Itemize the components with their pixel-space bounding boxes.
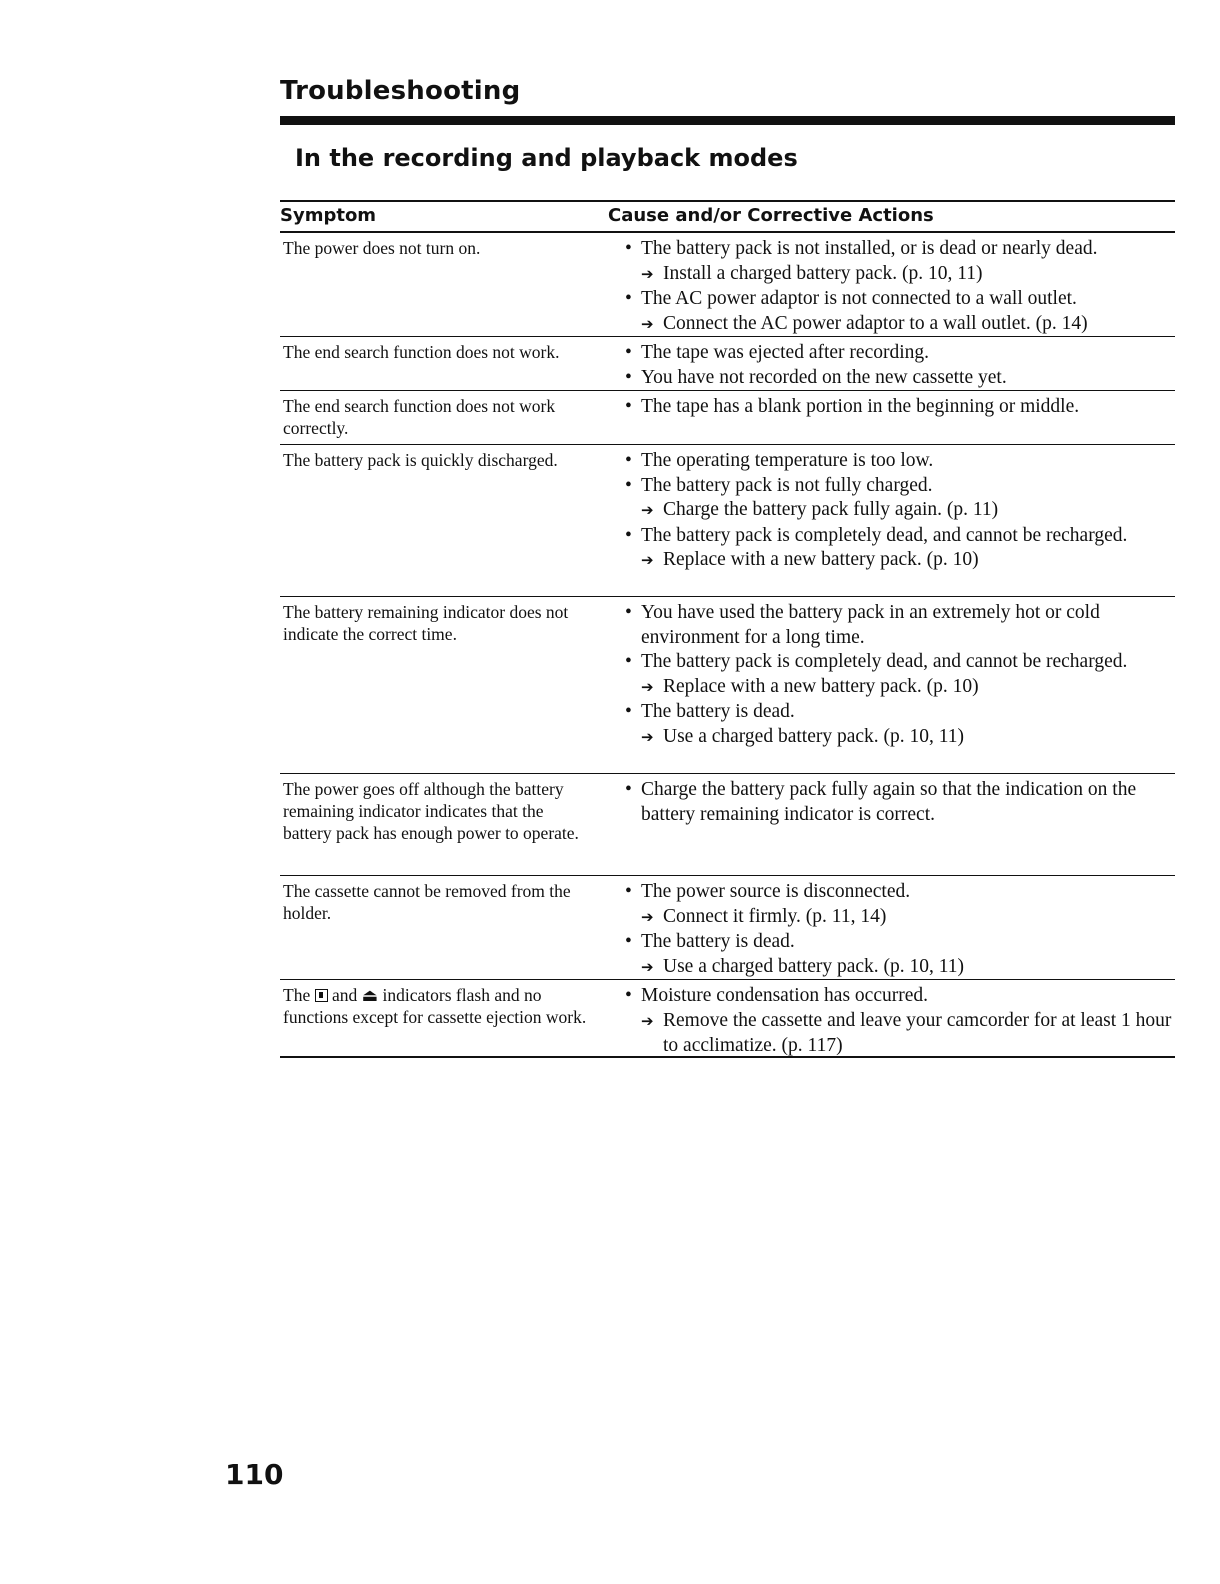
arrow-icon: ➔ — [641, 553, 654, 569]
section-title: Troubleshooting — [280, 76, 521, 106]
arrow-icon: ➔ — [641, 316, 654, 333]
table-row — [280, 391, 1175, 445]
symptom-cell: The end search function does not work. — [283, 342, 560, 362]
arrow-icon: ➔ — [641, 959, 654, 976]
corrective-action: ➔ Replace with a new battery pack. (p. 10) — [625, 675, 1175, 701]
page-number: 110 — [225, 1458, 284, 1491]
cause-item: • The battery is dead. — [625, 930, 1175, 955]
symptom-cell: The and ⏏ indicators flash and no functions except for cassette ejection work. — [283, 985, 587, 1027]
cause-item: • The operating temperature is too low. — [625, 449, 1175, 474]
table-row — [280, 337, 1175, 391]
column-header-symptom: Symptom — [280, 205, 377, 226]
bullet-icon: • — [625, 524, 632, 546]
corrective-action: ➔ Replace with a new battery pack. (p. 10) — [625, 548, 1175, 574]
table-row — [280, 980, 1175, 1058]
arrow-icon: ➔ — [641, 909, 654, 926]
bullet-icon: • — [625, 288, 632, 309]
bullet-icon: • — [625, 342, 632, 363]
cause-item: • The tape was ejected after recording. — [625, 341, 1175, 366]
corrective-action: ➔ Connect the AC power adaptor to a wall outlet. (p. 14) — [625, 312, 1175, 338]
arrow-icon: ➔ — [641, 729, 654, 746]
subsection-title: In the recording and playback modes — [295, 144, 798, 172]
table-header — [280, 202, 1175, 233]
symptom-cell: The cassette cannot be removed from the holder. — [283, 881, 571, 923]
bullet-icon: • — [625, 602, 632, 623]
arrow-icon: ➔ — [641, 679, 654, 696]
eject-icon: ⏏ — [361, 985, 379, 1005]
bullet-icon: • — [625, 779, 632, 800]
cause-item: • The battery pack is completely dead, and cannot be recharged. — [625, 650, 1175, 675]
actions-cell — [612, 395, 1175, 444]
table-row — [280, 774, 1175, 876]
symptom-cell: The battery remaining indicator does not indicate the correct time. — [283, 602, 569, 644]
cause-item: • You have not recorded on the new cassette yet. — [625, 366, 1175, 391]
corrective-action: ➔ Charge the battery pack fully again. (p. 11) — [625, 498, 1175, 524]
cause-item: • The battery pack is not fully charged. — [625, 474, 1175, 499]
corrective-action: ➔ Connect it firmly. (p. 11, 14) — [625, 905, 1175, 931]
bullet-icon: • — [625, 931, 632, 952]
actions-cell — [612, 778, 1175, 875]
symptom-cell: The power does not turn on. — [283, 238, 481, 258]
corrective-action: ➔ Use a charged battery pack. (p. 10, 11) — [625, 725, 1175, 751]
symptom-cell: The power goes off although the battery remaining indicator indicates that the battery pack has enough power to operate. — [283, 779, 579, 843]
bullet-icon: • — [625, 985, 632, 1006]
cause-item: • Charge the battery pack fully again so that the indication on the battery remaining indicator is correct. — [625, 779, 1137, 825]
actions-cell — [612, 984, 1175, 1056]
cause-item: • You have used the battery pack in an extremely hot or cold environment for a long time. — [625, 602, 1100, 648]
bullet-icon: • — [625, 238, 632, 259]
table-row — [280, 445, 1175, 597]
actions-cell — [612, 601, 1175, 773]
arrow-icon: ➔ — [641, 266, 654, 283]
bullet-icon: • — [625, 651, 632, 672]
corrective-action: ➔ Remove the cassette and leave your camcorder for at least 1 hour to acclimatize. (p. 117) — [641, 1009, 1172, 1056]
bullet-icon: • — [625, 474, 632, 496]
symptom-cell: The end search function does not work correctly. — [283, 396, 556, 438]
actions-cell — [612, 237, 1175, 336]
cause-item: • The battery pack is not installed, or is dead or nearly dead. — [625, 237, 1175, 262]
bullet-icon: • — [625, 701, 632, 722]
cause-item: • The battery pack is completely dead, and cannot be recharged. — [625, 524, 1175, 549]
corrective-action: ➔ Use a charged battery pack. (p. 10, 11) — [625, 955, 1175, 981]
arrow-icon: ➔ — [641, 503, 654, 519]
cause-item: • Moisture condensation has occurred. — [625, 984, 1175, 1009]
title-rule — [280, 116, 1175, 125]
arrow-icon: ➔ — [641, 1013, 654, 1030]
actions-cell — [612, 880, 1175, 979]
corrective-action: ➔ Install a charged battery pack. (p. 10, 11) — [625, 262, 1175, 288]
troubleshooting-table — [280, 200, 1175, 1058]
column-header-actions: Cause and/or Corrective Actions — [608, 205, 934, 226]
bullet-icon: • — [625, 366, 632, 388]
bullet-icon: • — [625, 396, 632, 417]
actions-cell — [612, 341, 1175, 390]
table-row — [280, 597, 1175, 774]
bullet-icon: • — [625, 450, 632, 471]
cause-item: • The AC power adaptor is not connected to a wall outlet. — [625, 287, 1175, 312]
cause-item: • The tape has a blank portion in the beginning or middle. — [625, 395, 1175, 420]
actions-cell — [612, 449, 1175, 596]
cause-item: • The power source is disconnected. — [625, 880, 1175, 905]
cause-item: • The battery is dead. — [625, 700, 1175, 725]
bullet-icon: • — [625, 881, 632, 902]
cassette-icon — [315, 989, 328, 1002]
table-row — [280, 233, 1175, 337]
symptom-cell: The battery pack is quickly discharged. — [283, 450, 558, 470]
table-row — [280, 876, 1175, 980]
